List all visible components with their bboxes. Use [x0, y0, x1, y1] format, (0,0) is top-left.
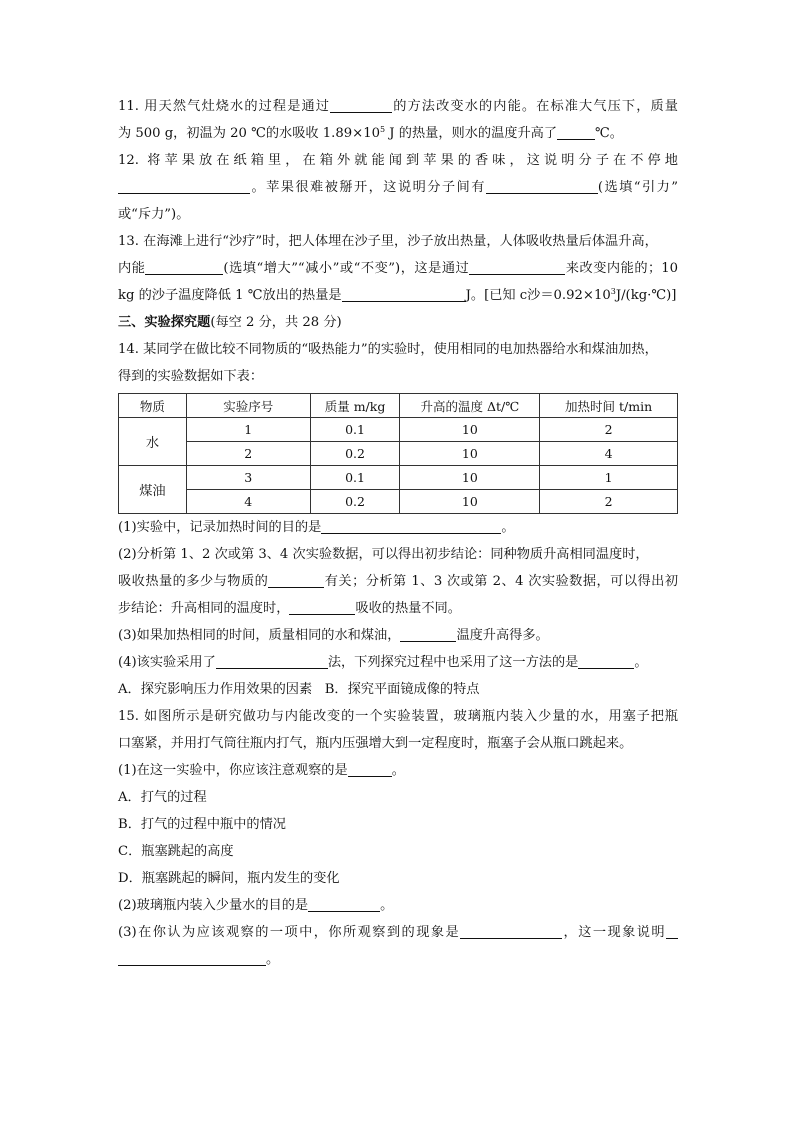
q11-text: J 的热量，则水的温度升高了 [385, 126, 558, 141]
option-a: A．探究影响压力作用效果的因素 [118, 682, 313, 697]
q12-line-2 [118, 174, 678, 201]
q14-text: 。 [634, 655, 648, 670]
table-cell: 10 [400, 490, 540, 514]
q15-text: (3)在你认为应该观察的一项中，你所观察到的现象是 [118, 925, 461, 940]
q11-text: 的方法改变水的内能。在标准大气压下，质量 [392, 99, 678, 114]
q15-part-3 [118, 919, 678, 946]
table-header: 实验序号 [186, 394, 310, 418]
q13-line-2 [118, 255, 678, 282]
q15-text: 。 [380, 898, 394, 913]
q12-text: 。苹果很难被掰开，这说明分子间有 [250, 180, 486, 195]
q11-text: 为 500 g，初温为 20 ℃的水吸收 1.89×10 [118, 126, 380, 141]
q15-text: 15. 如图所示是研究做功与内能改变的一个实验装置，玻璃瓶内装入少量的水，用塞子把瓶 [118, 709, 678, 724]
substance-oil: 煤油 [119, 466, 187, 514]
option-a: A．打气的过程 [118, 790, 207, 805]
answer-blank[interactable] [469, 259, 565, 275]
q14-part-2-line-1 [118, 541, 678, 568]
table-cell: 10 [400, 466, 540, 490]
q14-text: (3)如果加热相同的时间，质量相同的水和煤油， [118, 628, 401, 643]
answer-blank[interactable] [289, 599, 355, 615]
q14-line-2 [118, 363, 678, 390]
q13-text: (选填“增大”“减小”或“不变”)，这是通过 [223, 261, 470, 276]
q14-text: (1)实验中，记录加热时间的目的是 [118, 520, 322, 535]
table-row [119, 466, 678, 490]
q15-part-2 [118, 892, 678, 919]
q14-text: 吸收的热量不同。 [355, 601, 461, 616]
q14-text: 温度升高得多。 [456, 628, 549, 643]
q12-line-3 [118, 201, 678, 228]
table-cell: 4 [186, 490, 310, 514]
q15-text: (2)玻璃瓶内装入少量水的目的是 [118, 898, 309, 913]
answer-blank[interactable] [342, 286, 466, 302]
q13-line-3 [118, 282, 678, 309]
option-d: D．瓶塞跳起的瞬间，瓶内发生的变化 [118, 871, 340, 886]
q15-option-c [118, 838, 678, 865]
q13-text: J。[已知 c沙＝0.92×10 [465, 288, 611, 303]
q14-text: 吸收热量的多少与物质的 [118, 574, 269, 589]
q11-line-2 [118, 120, 678, 147]
q12-text: 或“斥力”)。 [118, 207, 190, 222]
answer-blank[interactable] [321, 518, 501, 534]
q15-option-b [118, 811, 678, 838]
q12-line-1 [118, 147, 678, 174]
q14-part-3 [118, 622, 678, 649]
superscript: 5 [380, 125, 386, 134]
q13-line-1 [118, 228, 678, 255]
answer-blank[interactable] [486, 178, 598, 194]
q13-text: J/(kg·℃)] [615, 288, 677, 303]
table-cell: 1 [186, 418, 310, 442]
answer-blank[interactable] [578, 653, 634, 669]
q14-text: (4)该实验采用了 [118, 655, 216, 670]
table-cell: 10 [400, 418, 540, 442]
table-cell: 0.2 [310, 442, 400, 466]
answer-blank[interactable] [308, 896, 380, 912]
answer-blank[interactable] [330, 97, 392, 113]
superscript: 3 [610, 287, 616, 296]
answer-blank[interactable] [400, 626, 456, 642]
table-cell: 4 [540, 442, 678, 466]
q14-part-2-line-3 [118, 595, 678, 622]
answer-blank[interactable] [118, 950, 266, 966]
q14-text: 。 [501, 520, 515, 535]
q15-part-1 [118, 757, 678, 784]
q14-text: (2)分析第 1、2 次或第 3、4 次实验数据，可以得出初步结论：同种物质升高相同温度时， [118, 547, 649, 562]
table-row [119, 418, 678, 442]
table-cell: 0.1 [310, 418, 400, 442]
q11-text: ℃。 [595, 126, 623, 141]
table-header: 升高的温度 Δt/℃ [400, 394, 540, 418]
option-c: C．瓶塞跳起的高度 [118, 844, 234, 859]
q15-text: (1)在这一实验中，你应该注意观察的是 [118, 763, 348, 778]
q14-options [118, 676, 678, 703]
substance-water: 水 [119, 418, 187, 466]
q15-text: 。 [266, 952, 280, 967]
option-b: B．探究平面镜成像的特点 [324, 682, 480, 697]
table-cell: 0.2 [310, 490, 400, 514]
q14-text: 得到的实验数据如下表： [118, 369, 264, 384]
q11-text: 11. 用天然气灶烧水的过程是通过 [118, 99, 331, 114]
table-header: 质量 m/kg [310, 394, 400, 418]
q15-part-3-continued [118, 946, 678, 973]
q13-text: 来改变内能的；10 [565, 261, 679, 276]
q14-part-4 [118, 649, 678, 676]
section-title: 三、实验探究题 [118, 315, 211, 330]
answer-blank[interactable] [216, 653, 328, 669]
q12-text: (选填“引力” [597, 180, 678, 195]
q15-line-1 [118, 703, 678, 730]
answer-blank[interactable] [145, 259, 223, 275]
option-b: B．打气的过程中瓶中的情况 [118, 817, 286, 832]
table-cell: 1 [540, 466, 678, 490]
q15-text: ，这一现象说明 [562, 925, 667, 940]
table-cell: 3 [186, 466, 310, 490]
answer-blank[interactable] [118, 178, 250, 194]
q15-option-a [118, 784, 678, 811]
q14-text: 法，下列探究过程中也采用了这一方法的是 [327, 655, 579, 670]
answer-blank[interactable] [268, 572, 324, 588]
q13-text: 内能 [118, 261, 146, 276]
answer-blank[interactable] [666, 923, 678, 939]
answer-blank[interactable] [348, 761, 392, 777]
q13-text: kg 的沙子温度降低 1 ℃放出的热量是 [118, 288, 342, 303]
table-cell: 2 [540, 490, 678, 514]
section-note: (每空 2 分，共 28 分) [210, 315, 342, 330]
q15-option-d [118, 865, 678, 892]
exam-page [118, 93, 678, 973]
q12-text: 12. 将苹果放在纸箱里，在箱外就能闻到苹果的香味，这说明分子在不停地 [118, 153, 678, 168]
table-header: 物质 [119, 394, 187, 418]
table-header-row [119, 394, 678, 418]
answer-blank[interactable] [557, 124, 595, 140]
table-cell: 0.1 [310, 466, 400, 490]
section-heading [118, 309, 678, 336]
table-row [119, 442, 678, 466]
table-cell: 10 [400, 442, 540, 466]
answer-blank[interactable] [460, 923, 562, 939]
q15-text: 口塞紧，并用打气筒往瓶内打气，瓶内压强增大到一定程度时，瓶塞子会从瓶口跳起来。 [118, 736, 633, 751]
experiment-table [118, 393, 678, 514]
q14-text: 步结论：升高相同的温度时， [118, 601, 290, 616]
q15-text: 。 [391, 763, 405, 778]
table-cell: 2 [540, 418, 678, 442]
q11-line-1 [118, 93, 678, 120]
table-cell: 2 [186, 442, 310, 466]
q14-line-1 [118, 336, 678, 363]
q14-part-2-line-2 [118, 568, 678, 595]
q14-text: 有关；分析第 1、3 次或第 2、4 次实验数据，可以得出初 [324, 574, 679, 589]
q14-part-1 [118, 514, 678, 541]
q14-text: 14. 某同学在做比较不同物质的“吸热能力”的实验时，使用相同的电加热器给水和煤油加热， [118, 342, 658, 357]
q15-line-2 [118, 730, 678, 757]
table-header: 加热时间 t/min [540, 394, 678, 418]
q13-text: 13. 在海滩上进行“沙疗”时，把人体埋在沙子里，沙子放出热量，人体吸收热量后体温升高， [118, 234, 658, 249]
table-row [119, 490, 678, 514]
